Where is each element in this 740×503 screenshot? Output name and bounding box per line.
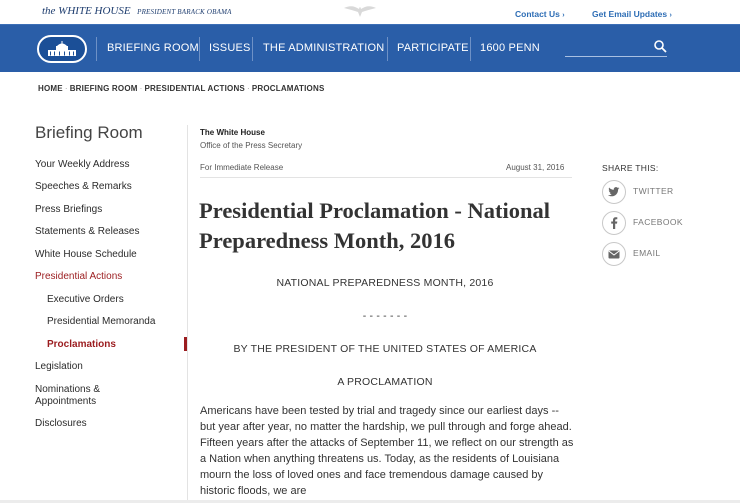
nav-divider xyxy=(387,37,388,61)
share-twitter-label: TWITTER xyxy=(633,186,674,196)
sidebar-item-white-house-schedule[interactable]: White House Schedule xyxy=(35,249,137,260)
eagle-icon xyxy=(340,2,380,18)
article-org: The White House xyxy=(200,128,265,137)
breadcrumb xyxy=(38,84,325,93)
share-facebook-label: FACEBOOK xyxy=(633,217,683,227)
share-title: SHARE THIS: xyxy=(602,163,659,173)
breadcrumb-proclamations[interactable]: PROCLAMATIONS xyxy=(251,84,325,93)
nav-1600-penn[interactable]: 1600 PENN xyxy=(480,42,540,54)
page-title: Presidential Proclamation - National Preparedness Month, 2016 xyxy=(199,198,551,253)
breadcrumb-presidential-actions[interactable]: PRESIDENTIAL ACTIONS xyxy=(144,84,245,93)
breadcrumb-separator: · xyxy=(246,84,250,93)
proclamation-subtitle: NATIONAL PREPAREDNESS MONTH, 2016 xyxy=(276,277,494,289)
a-proclamation-line: A PROCLAMATION xyxy=(337,376,433,388)
sidebar-item-weekly-address[interactable]: Your Weekly Address xyxy=(35,159,130,170)
email-icon xyxy=(602,242,626,266)
breadcrumb-home[interactable]: HOME xyxy=(38,84,63,93)
breadcrumb-separator: · xyxy=(64,84,68,93)
breadcrumb-briefing-room[interactable]: BRIEFING ROOM xyxy=(69,84,138,93)
sidebar-title: Briefing Room xyxy=(35,123,143,142)
contact-us-label: Contact Us xyxy=(515,9,560,19)
sidebar-item-appointments[interactable]: Appointments xyxy=(35,396,97,407)
article-office: Office of the Press Secretary xyxy=(200,141,303,150)
nav-participate[interactable]: PARTICIPATE xyxy=(397,42,469,54)
by-the-president-line: BY THE PRESIDENT OF THE UNITED STATES OF AMERICA xyxy=(233,343,537,355)
white-house-seal[interactable] xyxy=(37,35,87,63)
twitter-icon xyxy=(602,180,626,204)
search-icon[interactable] xyxy=(653,39,667,53)
facebook-icon xyxy=(602,211,626,235)
white-house-building-icon xyxy=(45,39,79,59)
header-rule xyxy=(200,177,572,178)
chevron-right-icon: › xyxy=(669,12,672,19)
sidebar-item-executive-orders[interactable]: Executive Orders xyxy=(47,294,124,305)
share-email-label: EMAIL xyxy=(633,248,661,258)
sidebar-item-proclamations[interactable]: Proclamations xyxy=(47,339,116,350)
site-logo-text[interactable] xyxy=(42,5,232,17)
sidebar-item-presidential-memoranda[interactable]: Presidential Memoranda xyxy=(47,316,156,327)
contact-us-link[interactable] xyxy=(515,9,565,19)
chevron-right-icon: › xyxy=(562,12,565,19)
nav-the-administration[interactable]: THE ADMINISTRATION xyxy=(263,42,385,54)
sidebar-item-statements-releases[interactable]: Statements & Releases xyxy=(35,226,140,237)
brand-subtitle: PRESIDENT BARACK OBAMA xyxy=(137,8,232,16)
search-box xyxy=(565,39,667,57)
nav-divider xyxy=(96,37,97,61)
article-body: Americans have been tested by trial and tragedy since our earliest days -- but year after year, no matter the hardship, we pull through and forge ahead. Fifteen years after the attacks of September 11, we reflect on our strength as a Nation when anything threatens us. Today, as the residents of Louisiana mourn the loss of loved ones and face tremendous damage caused by historic floods, we are xyxy=(200,405,574,497)
sidebar-item-speeches-remarks[interactable]: Speeches & Remarks xyxy=(35,181,132,192)
brand-name: the WHITE HOUSE xyxy=(42,5,131,17)
nav-divider xyxy=(199,37,200,61)
nav-divider xyxy=(470,37,471,61)
nav-issues[interactable]: ISSUES xyxy=(209,42,251,54)
section-divider: - - - - - - - xyxy=(362,310,408,322)
main-nav xyxy=(0,24,740,72)
release-date: August 31, 2016 xyxy=(506,163,565,172)
sidebar-item-press-briefings[interactable]: Press Briefings xyxy=(35,204,103,215)
sidebar-item-disclosures[interactable]: Disclosures xyxy=(35,418,87,429)
email-updates-label: Get Email Updates xyxy=(592,9,668,19)
content-divider xyxy=(187,125,188,503)
nav-divider xyxy=(252,37,253,61)
breadcrumb-separator: · xyxy=(139,84,143,93)
top-strip xyxy=(0,0,740,24)
email-updates-link[interactable] xyxy=(592,9,672,19)
sidebar-item-presidential-actions[interactable]: Presidential Actions xyxy=(35,271,123,282)
search-input[interactable] xyxy=(565,42,653,58)
release-label: For Immediate Release xyxy=(200,163,284,172)
sidebar-item-legislation[interactable]: Legislation xyxy=(35,361,83,372)
nav-briefing-room[interactable]: BRIEFING ROOM xyxy=(107,42,199,54)
sidebar-item-nominations[interactable]: Nominations & xyxy=(35,384,101,395)
